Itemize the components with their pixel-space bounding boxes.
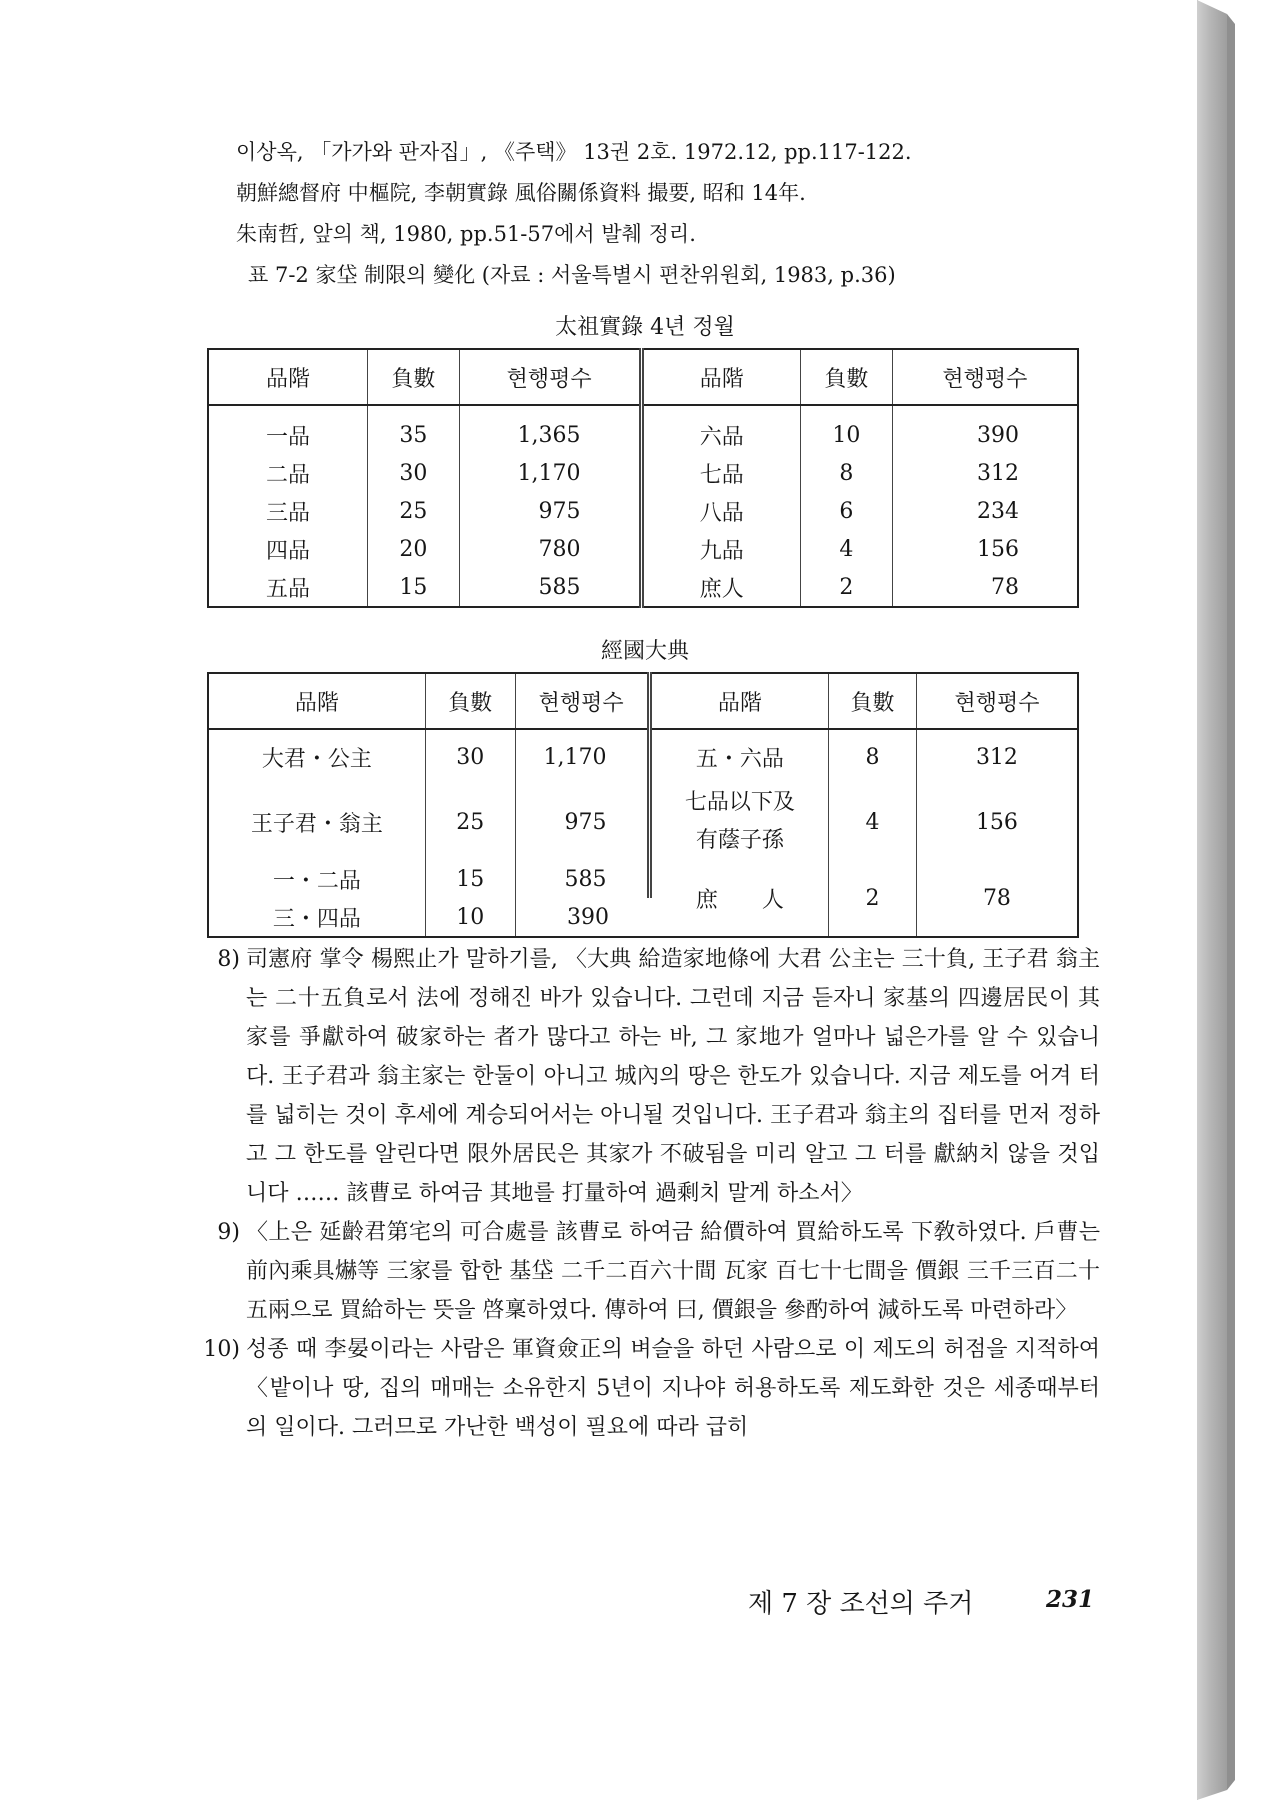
table-cell: 312 [975, 744, 1018, 770]
table-cell: 4 [829, 784, 917, 860]
table-cell: 390 [977, 422, 1019, 448]
table1-header-area-2: 현행평수 [892, 349, 1078, 405]
table-cell: 780 [459, 530, 641, 568]
footnote-number: 10) [203, 1337, 240, 1362]
table-cell: 15 [367, 568, 459, 607]
table-cell-line: 有蔭子孫 [695, 828, 784, 853]
table-cell: 8 [801, 454, 893, 492]
table-cell: 2 [801, 568, 893, 607]
footnote-text: 司憲府 掌令 楊熙止가 말하기를, 〈大典 給造家地條에 大君 公主는 三十負, 王子君 翁主는 二十五負로서 法에 정해진 바가 있습니다. 그런데 지금 듣자니 家基의 四邊居民이 其家를 爭獻하여 破家하는 者가 많다고 하는 바, 그 家地가 얼마나 넓은가를 알 수 있습니다. 王子君과 翁主家는 한둘이 아니고 城內의 땅은 한도가 있습니다. 지금 제도를 어겨 터를 넓히는 것이 후세에 계승되어서는 아니될 것입니다. 王子君과 翁主의 집터를 먼저 정하고 그 한도를 알린다면 限外居民은 其家가 不破됨을 미리 알고 그 터를 獻納치 않을 것입니다 …… 該曹로 하여금 其地를 打量하여 過剩치 말게 하소서〉 [246, 947, 1100, 1206]
table-cell: 三品 [208, 492, 367, 530]
table-cell: 一・二品 [208, 860, 425, 898]
table-cell: 25 [367, 492, 459, 530]
table-cell: 30 [425, 729, 515, 784]
table-caption: 표 7-2 家垈 制限의 變化 (자료 : 서울특별시 편찬위원회, 1983, p.36) [248, 263, 896, 287]
table-cell: 庶 人 [649, 860, 829, 937]
table-cell: 1,170 [515, 729, 649, 784]
table-row [208, 454, 1078, 492]
table-cell: 五品 [208, 568, 367, 607]
table1-title: 太祖實錄 4년 정월 [555, 315, 735, 340]
table-cell: 10 [425, 898, 515, 937]
footnote-text: 〈上은 延齡君第宅의 可合處를 該曹로 하여금 給價하여 買給하도록 下敎하였다. 戶曹는 前內乘具爀等 三家를 합한 基垈 二千二百六十間 瓦家 百七十七間을 價銀 三千三百二十五兩으로 買給하는 뜻을 啓稟하였다. 傳하여 曰, 價銀을 參酌하여 減하도록 마련하라〉 [246, 1220, 1100, 1323]
table2-header-row [208, 673, 1078, 729]
table-cell: 25 [425, 784, 515, 860]
table-row [208, 784, 1078, 860]
table2-title: 經國大典 [600, 639, 689, 664]
table-cell: 大君・公主 [208, 729, 425, 784]
table-cell: 8 [829, 729, 917, 784]
table-cell: 庶人 [641, 568, 801, 607]
table1-header-row [208, 349, 1078, 405]
table-cell: 30 [367, 454, 459, 492]
table-row [208, 860, 1078, 898]
table-cell: 78 [991, 574, 1019, 600]
footnotes [198, 940, 1100, 1447]
table2-header-grade-2: 品階 [649, 673, 829, 729]
table1 [207, 348, 1079, 608]
table-cell [649, 784, 829, 860]
table2 [207, 672, 1079, 938]
page-edge-shadow [1227, 14, 1235, 1790]
table-row [208, 405, 1078, 454]
table-cell: 五・六品 [649, 729, 829, 784]
table-cell: 2 [829, 860, 917, 937]
table-cell: 975 [459, 492, 641, 530]
table-cell: 八品 [641, 492, 801, 530]
footnote-text: 성종 때 李晏이라는 사람은 軍資僉正의 벼슬을 하던 사람으로 이 제도의 허점을 지적하여 〈밭이나 땅, 집의 매매는 소유한지 5년이 지나야 허용하도록 제도화한 것은 세종때부터의 일이다. 그러므로 가난한 백성이 필요에 따라 급히 [246, 1337, 1100, 1440]
table-cell: 156 [975, 809, 1018, 835]
footnote-9 [198, 1213, 1100, 1330]
reference-1: 이상옥, 「가가와 판자집」, 《주택》 13권 2호. 1972.12, pp.117-122. [236, 140, 912, 164]
table-cell: 6 [801, 492, 893, 530]
table-row [208, 729, 1078, 784]
table2-header-count-2: 負數 [829, 673, 917, 729]
table-cell-line: 七品以下及 [684, 790, 795, 815]
table-cell: 七品 [641, 454, 801, 492]
table-cell: 585 [459, 568, 641, 607]
table-cell: 234 [977, 498, 1019, 524]
table-cell: 975 [515, 784, 649, 860]
table-cell: 15 [425, 860, 515, 898]
table-cell: 156 [977, 536, 1019, 562]
reference-3: 朱南哲, 앞의 책, 1980, pp.51-57에서 발췌 정리. [236, 222, 696, 246]
table-cell: 二品 [208, 454, 367, 492]
table-cell: 35 [367, 405, 459, 454]
table-cell: 王子君・翁主 [208, 784, 425, 860]
table-cell: 九品 [641, 530, 801, 568]
table-cell: 20 [367, 530, 459, 568]
footnote-8 [198, 940, 1100, 1213]
table-cell: 一品 [208, 405, 367, 454]
table-cell: 四品 [208, 530, 367, 568]
table1-header-count: 負數 [367, 349, 459, 405]
table2-header-grade: 品階 [208, 673, 425, 729]
table2-header-area: 현행평수 [515, 673, 649, 729]
table1-header-count-2: 負數 [801, 349, 893, 405]
footnote-10 [198, 1330, 1100, 1447]
table-cell: 390 [567, 904, 610, 930]
table-cell: 1,170 [459, 454, 641, 492]
table-cell: 六品 [641, 405, 801, 454]
reference-2: 朝鮮總督府 中樞院, 李朝實錄 風俗關係資料 撮要, 昭和 14年. [236, 181, 806, 205]
table1-header-area: 현행평수 [459, 349, 641, 405]
table-cell: 1,365 [459, 405, 641, 454]
table1-header-grade-2: 品階 [641, 349, 801, 405]
table2-header-count: 負數 [425, 673, 515, 729]
table-cell: 585 [515, 860, 649, 898]
table-cell: 10 [801, 405, 893, 454]
table-cell: 三・四品 [208, 898, 425, 937]
table-cell: 78 [982, 885, 1011, 911]
page-number: 231 [1046, 1586, 1095, 1613]
table-row [208, 492, 1078, 530]
table1-header-grade: 品階 [208, 349, 367, 405]
reference-list [236, 132, 912, 255]
table-row [208, 530, 1078, 568]
table-cell: 312 [977, 460, 1019, 486]
footnote-number: 8) [217, 947, 240, 972]
table-row [208, 568, 1078, 607]
footnote-number: 9) [217, 1220, 240, 1245]
table-cell: 4 [801, 530, 893, 568]
page-edge [1197, 0, 1227, 1800]
table2-header-area-2: 현행평수 [916, 673, 1078, 729]
running-footer: 제 7 장 조선의 주거 [748, 1589, 974, 1619]
